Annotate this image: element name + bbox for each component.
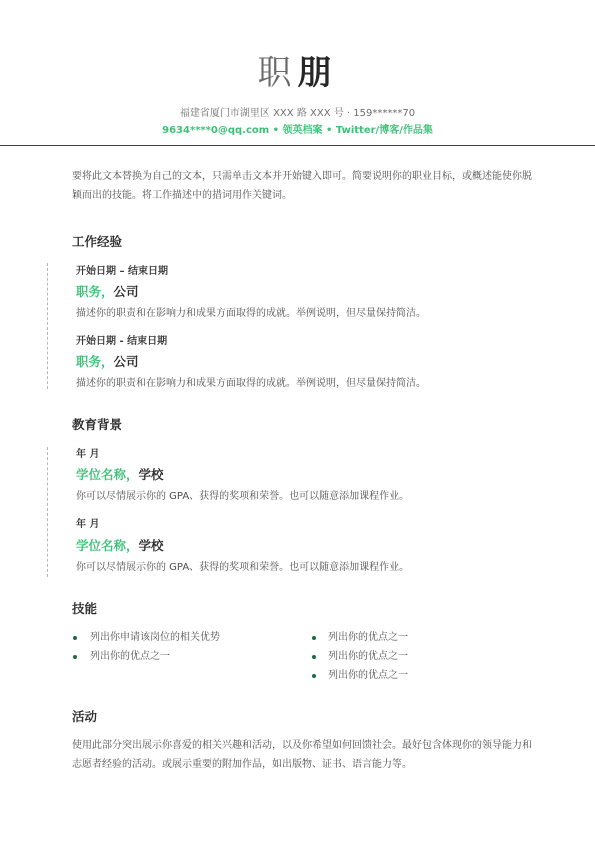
experience-date-1: 开始日期 – 结束日期 [76,266,168,277]
degree-name: 学位名称， [76,467,139,482]
skill-item: 列出你的优点之一 [328,632,408,643]
bullet-icon [73,636,77,640]
bullet-icon [312,655,316,659]
bullet-icon [73,655,77,659]
skills-heading: 技能 [72,601,98,616]
experience-timeline [47,263,48,389]
name-first: 职 [257,53,298,93]
degree-name: 学位名称， [76,538,139,553]
education-heading: 教育背景 [72,417,123,432]
job-title: 职务， [76,354,114,369]
skill-item: 列出你申请该岗位的相关优势 [90,632,220,643]
education-desc-1: 你可以尽情展示你的 GPA、获得的奖项和荣誉。也可以随意添加课程作业。 [76,491,410,502]
experience-date-2: 开始日期 - 结束日期 [76,336,168,347]
experience-desc-1: 描述你的职责和在影响力和成果方面取得的成就。举例说明，但尽量保持简洁。 [76,308,426,319]
experience-desc-2: 描述你的职责和在影响力和成果方面取得的成就。举例说明，但尽量保持简洁。 [76,378,426,389]
activities-text: 使用此部分突出展示你喜爱的相关兴趣和活动，以及你希望如何回馈社会。最好包含体现你的领导能力和志愿者经验的活动。或展示重要的附加作品，如出版物、证书、语言能力等。 [72,740,532,770]
experience-role-1 [76,284,139,300]
resume-name [0,52,595,94]
job-title: 职务， [76,284,114,299]
education-degree-2 [76,538,164,554]
bullet-icon [312,636,316,640]
experience-heading: 工作经验 [72,234,123,249]
name-last: 朋 [297,53,338,93]
skill-item: 列出你的优点之一 [328,670,408,681]
education-desc-2: 你可以尽情展示你的 GPA、获得的奖项和荣誉。也可以随意添加课程作业。 [76,562,410,573]
company-name: 公司 [113,284,139,299]
objective-text: 要将此文本替换为自己的文本，只需单击文本并开始键入即可。简要说明你的职业目标，或概述能使你脱颖而出的技能。将工作描述中的措词用作关键词。 [72,171,532,201]
bullet-icon [312,674,316,678]
school-name: 学校 [138,538,164,553]
skill-item: 列出你的优点之一 [328,651,408,662]
address-line: 福建省厦门市湖里区 XXX 路 XXX 号 · 159******70 [179,108,416,119]
education-date-1: 年 月 [76,449,100,460]
school-name: 学校 [138,467,164,482]
contact-line: 9634****0@qq.com • 领英档案 • Twitter/博客/作品集 [162,125,433,136]
header-divider [0,145,595,146]
education-degree-1 [76,467,164,483]
experience-role-2 [76,354,139,370]
skill-item: 列出你的优点之一 [90,651,170,662]
activities-heading: 活动 [72,709,98,724]
education-date-2: 年 月 [76,519,100,530]
education-timeline [47,447,48,577]
company-name: 公司 [113,354,139,369]
